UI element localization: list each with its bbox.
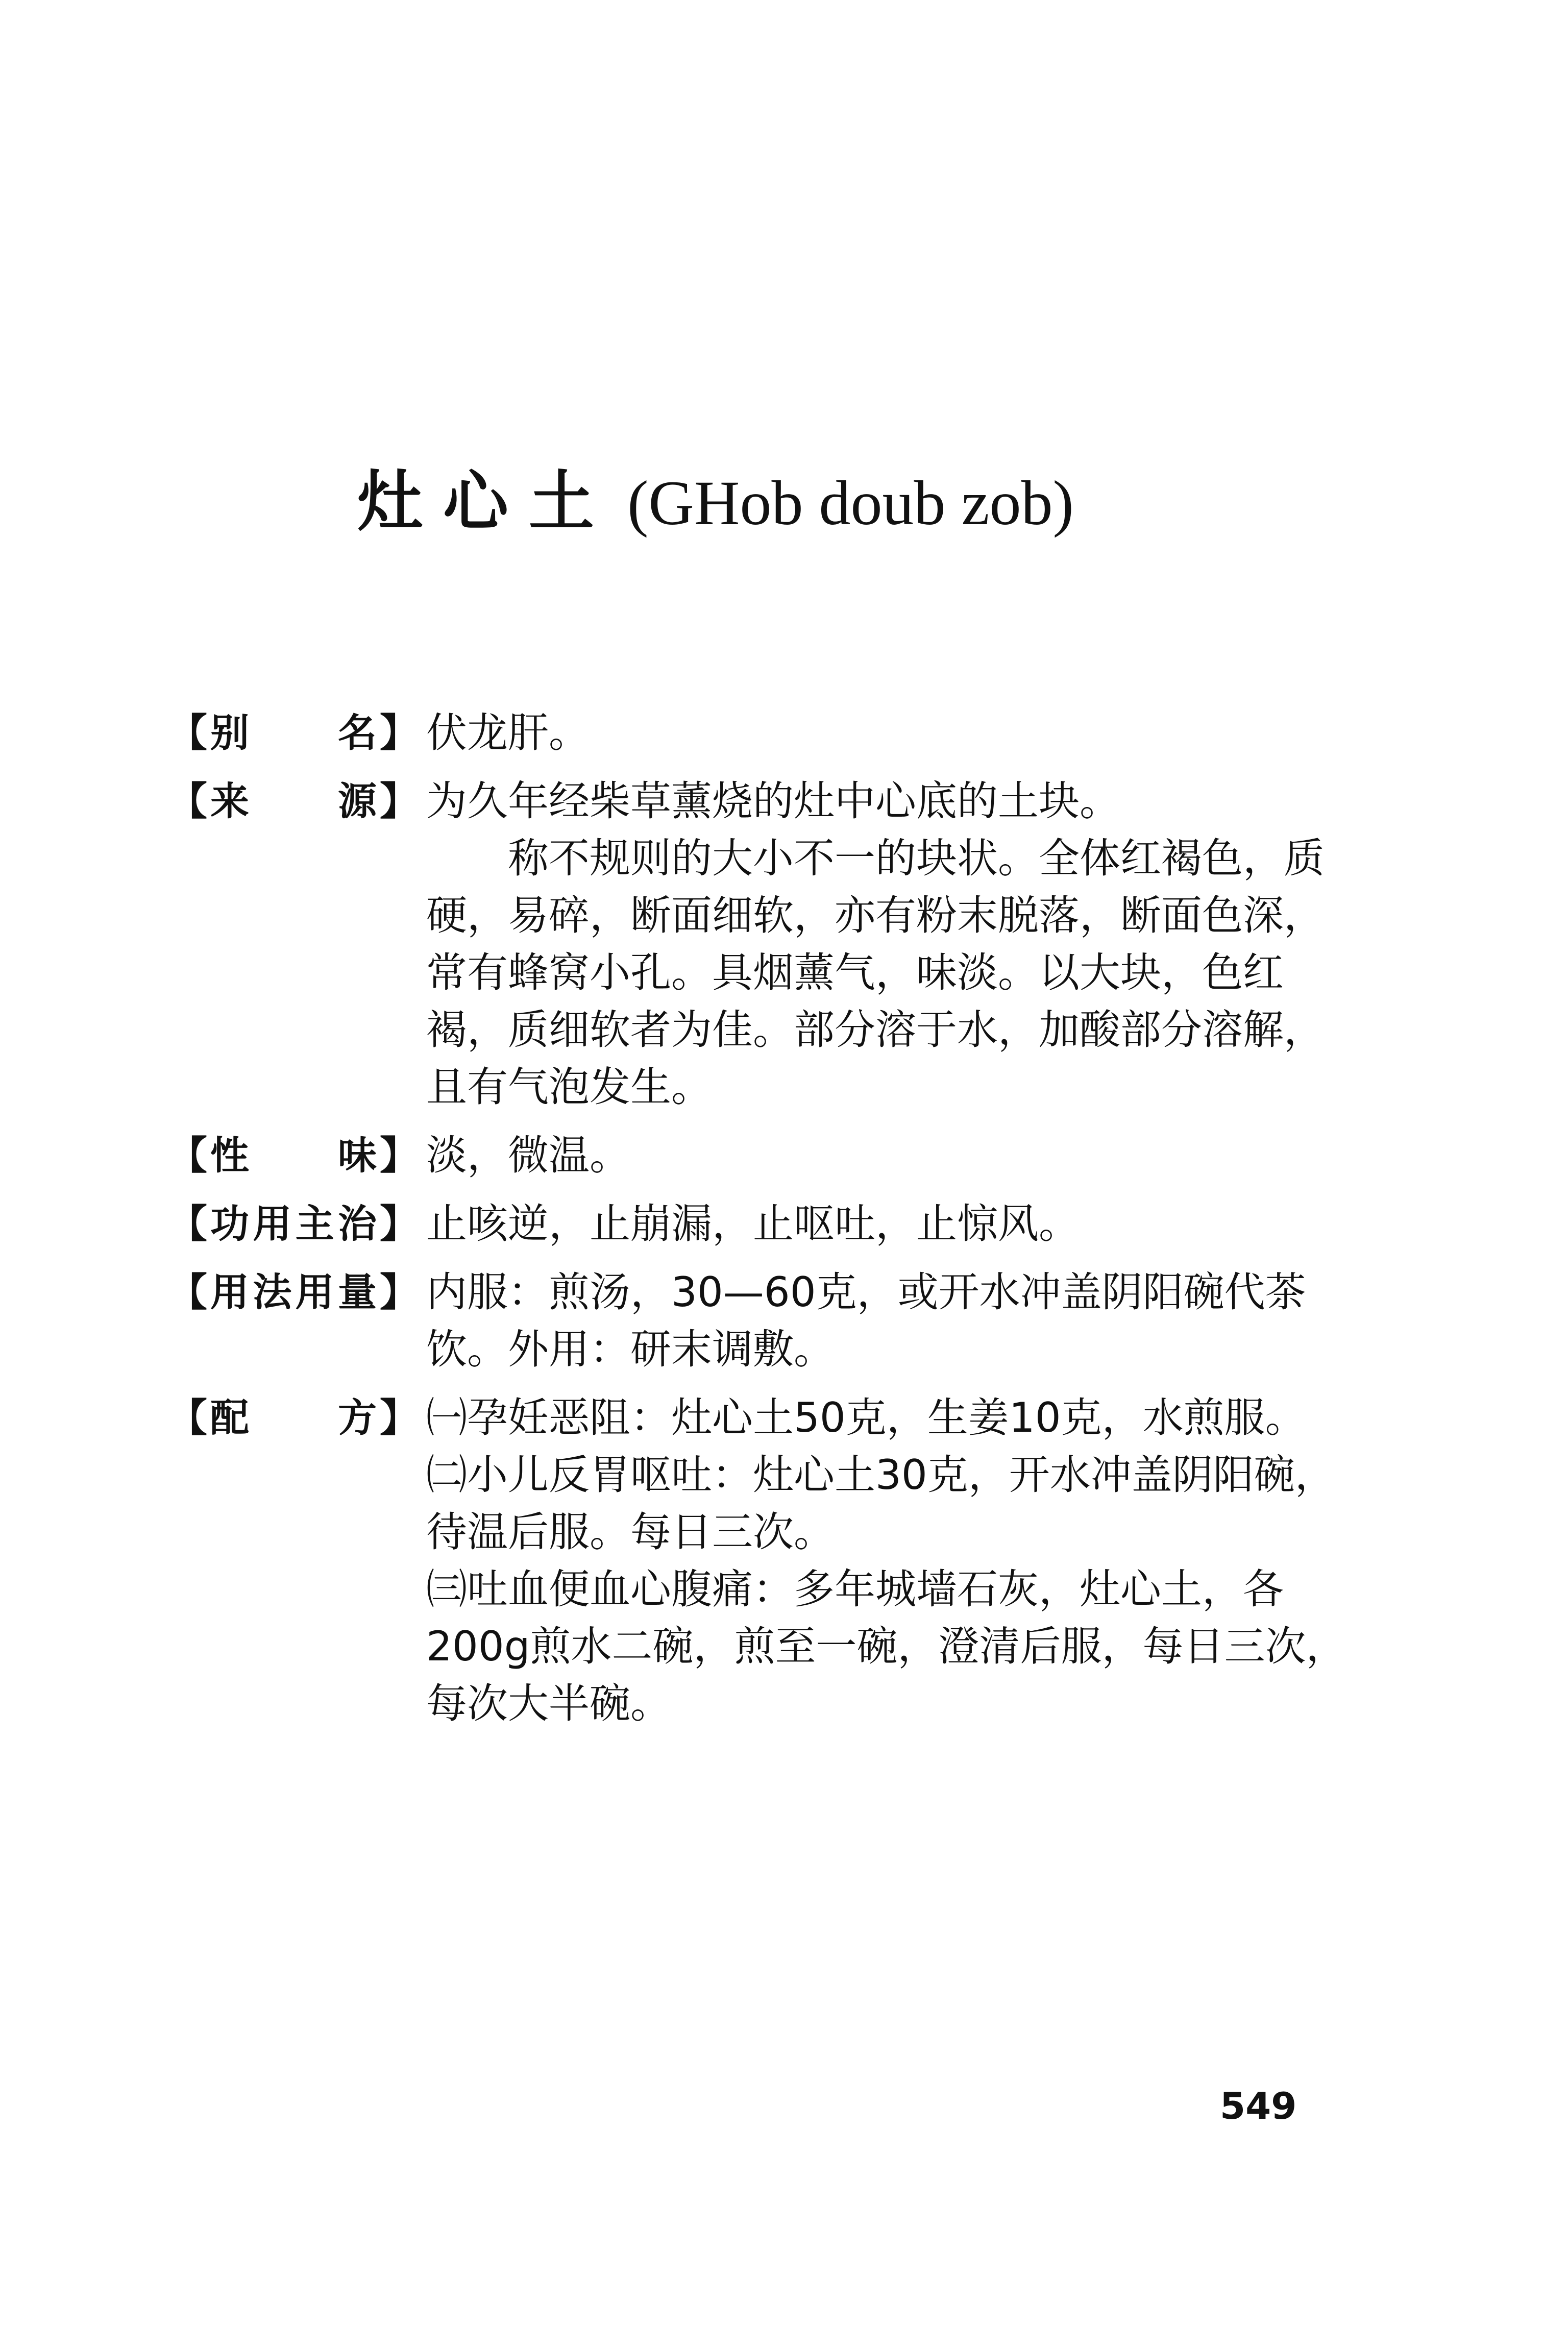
entry-label-text: 功 用 主 治 — [210, 1201, 377, 1246]
entry-label-text: 用 法 用 量 — [210, 1269, 377, 1315]
entry-line: 200g煎水二碗，煎至一碗，澄清后服，每日三次， — [426, 1623, 1347, 1670]
page-number: 549 — [1220, 2085, 1297, 2127]
entry-line: 硬，易碎，断面细软，亦有粉末脱落，断面色深， — [426, 892, 1325, 939]
entry-label: 【 别 名 】 — [168, 710, 419, 755]
entry-line: 每次大半碗。 — [426, 1680, 671, 1727]
entry-label-text: 别 名 — [210, 710, 377, 755]
entry-label-text: 配 方 — [210, 1395, 377, 1440]
entry-line: 饮。外用：研末调敷。 — [426, 1326, 835, 1373]
entry-alias — [168, 704, 1404, 762]
entry-line: 且有气泡发生。 — [426, 1063, 712, 1111]
entry-line: 褐，质细软者为佳。部分溶于水，加酸部分溶解， — [426, 1006, 1325, 1054]
entry-line: ㈡小儿反胃呕吐：灶心土30克，开水冲盖阴阳碗， — [426, 1451, 1336, 1499]
entry-label: 【 来 源 】 — [168, 778, 419, 824]
entry-line: 为久年经柴草薰烧的灶中心底的土块。 — [426, 777, 1120, 825]
entry-line: 待温后服。每日三次。 — [426, 1508, 835, 1556]
entry-label: 【 性 味 】 — [168, 1133, 419, 1178]
entry-label: 【 功 用 主 治 】 — [168, 1201, 419, 1246]
entry-line: 伏龙肝。 — [426, 709, 590, 756]
entry-label-text: 来 源 — [210, 778, 377, 824]
entry-label-text: 性 味 — [210, 1133, 377, 1178]
entry-line: 内服：煎汤，30—60克，或开水冲盖阴阳碗代茶 — [426, 1268, 1306, 1316]
entry-nature-flavor — [168, 1127, 1404, 1184]
entry-label: 【 用 法 用 量 】 — [168, 1269, 419, 1315]
entry-line: 常有蜂窝小孔。具烟薰气，味淡。以大块，色红 — [426, 949, 1284, 996]
entry-indications — [168, 1195, 1404, 1253]
entry-usage-dosage — [168, 1264, 1404, 1378]
entry-line: 称不规则的大小不一的块状。全体红褐色，质 — [508, 835, 1325, 882]
entry-list — [168, 704, 1404, 1744]
entry-line: 止咳逆，止崩漏，止呕吐，止惊风。 — [426, 1200, 1080, 1247]
entry-line: ㈠孕妊恶阻：灶心土50克，生姜10克，水煎服。 — [426, 1394, 1306, 1441]
entry-line: 淡，微温。 — [426, 1132, 630, 1179]
entry-prescriptions — [168, 1389, 1404, 1732]
page-title — [357, 464, 1074, 540]
title-latin: (GHob doub zob) — [627, 468, 1074, 538]
entry-line: ㈢吐血便血心腹痛：多年城墙石灰，灶心土，各 — [426, 1565, 1284, 1613]
entry-label: 【 配 方 】 — [168, 1395, 419, 1440]
entry-source — [168, 773, 1404, 1116]
title-chinese: 灶心土 — [357, 464, 615, 540]
